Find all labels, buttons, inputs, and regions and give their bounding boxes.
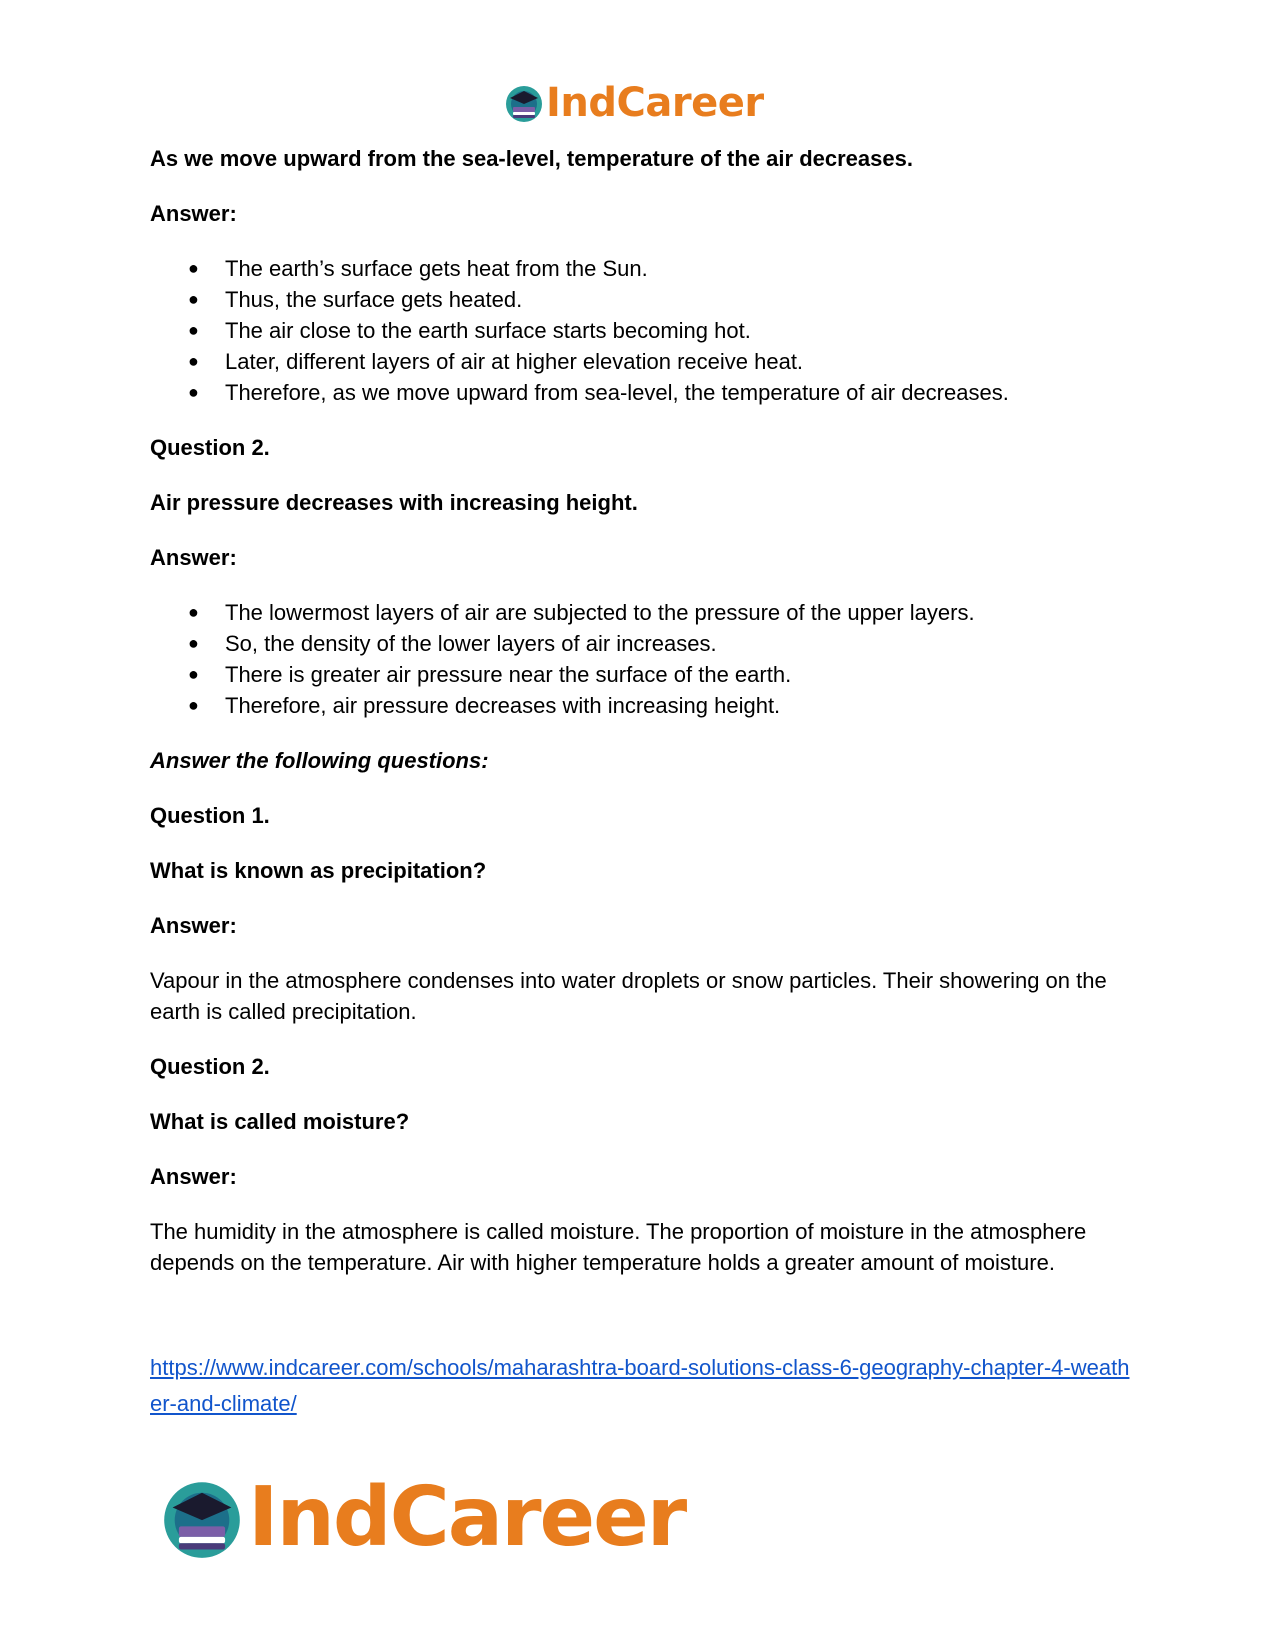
list-item: ● Therefore, as we move upward from sea-level, the temperature of air decreases. bbox=[150, 377, 1140, 408]
section-subheading: Answer the following questions: bbox=[150, 748, 489, 773]
answer-label: Answer: bbox=[150, 201, 237, 226]
header-logo bbox=[504, 78, 764, 128]
question-text: What is known as precipitation? bbox=[150, 858, 487, 883]
brand-logo-text: IndCareer bbox=[248, 1470, 686, 1565]
brand-logo-text: IndCareer bbox=[546, 80, 764, 126]
answer-label: Answer: bbox=[150, 913, 237, 938]
list-item: ● The earth’s surface gets heat from the Sun. bbox=[150, 253, 1140, 284]
answer-label: Answer: bbox=[150, 1164, 237, 1189]
question-label: Question 1. bbox=[150, 803, 270, 828]
answer-paragraph: Vapour in the atmosphere condenses into water droplets or snow particles. Their showering on the earth is called precipitation. bbox=[150, 968, 1107, 1024]
list-item: ● Therefore, air pressure decreases with increasing height. bbox=[150, 690, 1140, 721]
main-content bbox=[150, 143, 1140, 1422]
answer-label: Answer: bbox=[150, 545, 237, 570]
list-item: ● The lowermost layers of air are subjected to the pressure of the upper layers. bbox=[150, 597, 1140, 628]
question-text: What is called moisture? bbox=[150, 1109, 410, 1134]
statement-heading: As we move upward from the sea-level, temperature of the air decreases. bbox=[150, 146, 913, 171]
graduation-book-icon bbox=[504, 83, 544, 123]
source-link[interactable]: https://www.indcareer.com/schools/maharashtra-board-solutions-class-6-geography-chapter-4-weather-and-climate/ bbox=[150, 1355, 1130, 1416]
list-item: ● So, the density of the lower layers of air increases. bbox=[150, 628, 1140, 659]
answer-bullet-list bbox=[150, 597, 1140, 721]
question-label: Question 2. bbox=[150, 1054, 270, 1079]
footer-logo bbox=[160, 1470, 685, 1565]
list-item: ● There is greater air pressure near the surface of the earth. bbox=[150, 659, 1140, 690]
graduation-book-icon bbox=[160, 1476, 244, 1560]
question-label: Question 2. bbox=[150, 435, 270, 460]
answer-bullet-list bbox=[150, 253, 1140, 408]
answer-paragraph: The humidity in the atmosphere is called moisture. The proportion of moisture in the atmosphere depends on the temperature. Air with higher temperature holds a greater amount of moisture. bbox=[150, 1219, 1087, 1275]
list-item: ● Later, different layers of air at higher elevation receive heat. bbox=[150, 346, 1140, 377]
question-text: Air pressure decreases with increasing height. bbox=[150, 490, 638, 515]
list-item: ● Thus, the surface gets heated. bbox=[150, 284, 1140, 315]
list-item: ● The air close to the earth surface starts becoming hot. bbox=[150, 315, 1140, 346]
